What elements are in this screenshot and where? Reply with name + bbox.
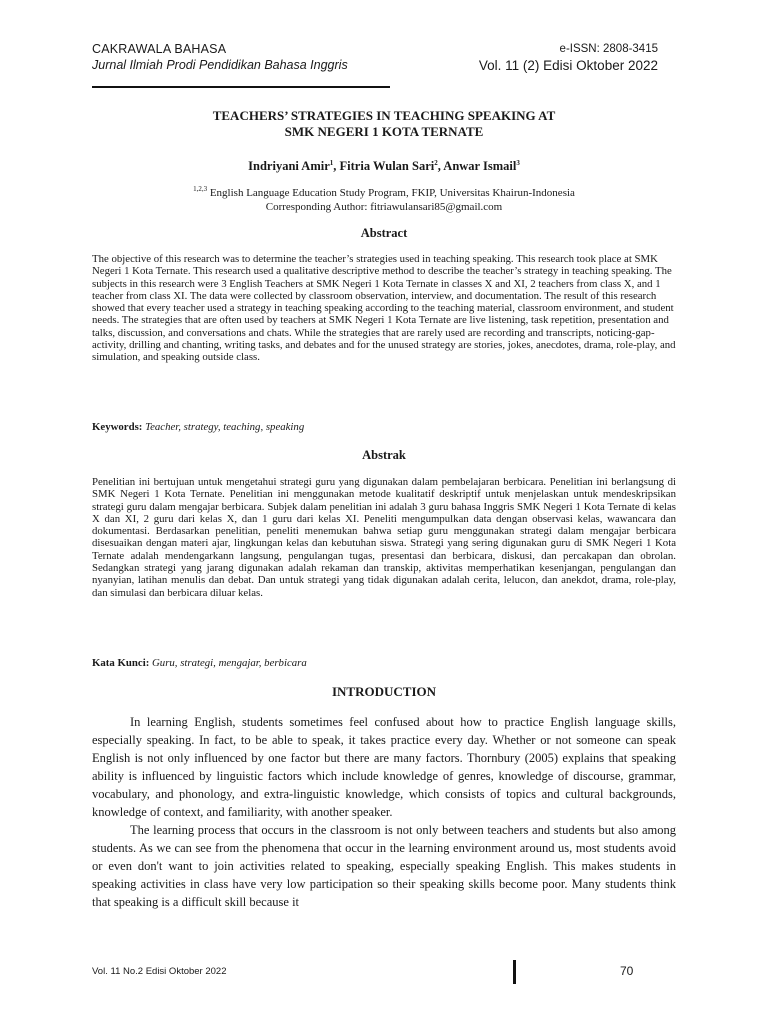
kata-kunci-line: [92, 657, 676, 669]
article-title: [92, 108, 676, 140]
author-sup: 3: [516, 159, 520, 167]
keywords-label: Keywords:: [92, 421, 143, 433]
kata-kunci: Guru, strategi, mengajar, berbicara: [149, 657, 307, 669]
journal-name: CAKRAWALA BAHASA: [92, 42, 227, 56]
eissn: e-ISSN: 2808-3415: [559, 43, 658, 55]
kata-kunci-label: Kata Kunci:: [92, 657, 150, 669]
header-rule: [92, 86, 390, 88]
footer-divider: [513, 960, 516, 984]
author-name: Anwar Ismail: [443, 159, 517, 173]
keywords-line: [92, 421, 676, 433]
author-sup: 1: [329, 159, 334, 167]
abstract-heading: Abstract: [360, 226, 408, 240]
affiliation-block: [92, 182, 676, 214]
journal-subtitle: Jurnal Ilmiah Prodi Pendidikan Bahasa Inggris: [92, 58, 348, 72]
introduction-body: [92, 713, 676, 911]
author-name: Fitria Wulan Sari: [339, 159, 435, 173]
keywords: Teacher, strategy, teaching, speaking: [142, 421, 305, 433]
abstrak-text: Penelitian ini bertujuan untuk mengetahui strategi guru yang digunakan dalam pembelajaran berbicara. Penelitian ini berlangsung di SMK Negeri 1 Kota Ternate. Penelitian ini menggunakan metode kualitatif deskriptif untuk menjelaskan untuk mendeskripsikan strategi guru dalam mengajar berbicara. Subjek dalam penelitian ini adalah 3 guru bahasa Inggris SMK Negeri 1 Kota Ternate di kelas X dan XI, 2 guru dari kelas X, dan 1 guru dari kelas XI. Peneliti mengumpulkan data dengan observasi kelas, wawancara dan dokumentasi. Berdasarkan penelitian, peneliti menemukan bahwa setiap guru menggunakan strategi dalam mengajar berbicara disesuaikan dengan materi ajar, lingkungan kelas dan kebutuhan siswa. Strategi yang sering digunakan guru di SMK Negeri 1 Kota Ternate adalah mendengarkann langsung, pengulangan tugas, presentasi dan berbicara, diskusi, dan percakapan dan obrolan. Sedangkan strategi yang jarang digunakan adalah rekaman dan transkip, aktivitas memperhatikan kesenjangan, pengulangan dan nyanyian, latihan menulis dan debat. Dan untuk strategi yang tidak digunakan adalah cerita, lelucon, dan anekdot, drama, role-play, dan simulasi dan berbicara diluar kelas.: [92, 476, 676, 599]
abstract-text: The objective of this research was to determine the teacher’s strategies used in teaching speaking. This research took place at SMK Negeri 1 Kota Ternate. This research used a qualitative descriptive method to describe the teacher’s strategy in teaching speaking. The subjects in this research were 3 English Teachers at SMK Negeri 1 Kota Ternate in classes X and XI, 2 teachers from class X, and 1 teacher from class XI. The data were collected by classroom observation, interview, and documentation. The result of this research showed that every teacher used a strategy in teaching speaking according to the teaching material, classroom environment, and student needs. The strategies that are often used by teachers at SMK Negeri 1 Kota Ternate are live listening, task repetition, presentation and talks, discussion, and conversations and chats. While the strategies that are rarely used are recording and transcripts, noticing-gap-activity, drilling and chanting, writing tasks, and debates and for the unused strategy are stories, jokes, anecdotes, drama, role-play, and simulation, and speaking outside class.: [92, 253, 676, 364]
introduction-heading: INTRODUCTION: [331, 684, 436, 699]
author-name: Indriyani Amir: [248, 159, 330, 173]
affiliation: English Language Education Study Program, FKIP, Universitas Khairun-Indonesia: [207, 187, 575, 199]
paragraph: In learning English, students sometimes feel confused about how to practice English language skills, especially speaking. In fact, to be able to speak, it takes practice every day. Whether or not someone can speak English is not only influenced by one factor but there are many factors. Thornbury (2005) explains that speaking ability is influenced by linguistic factors which include knowledge of genres, knowledge of discourse, grammar, vocabulary, and phonology, and extra-linguistic knowledge, which consists of topics and cultural backgrounds, knowledge of context, and familiarity, with another speaker.: [92, 715, 676, 819]
volume-info: Vol. 11 (2) Edisi Oktober 2022: [478, 58, 658, 73]
paragraph: The learning process that occurs in the classroom is not only between teachers and students but also among students. As we can see from the phenomena that occur in the learning environment around us, most students avoid or even don't want to join activities related to speaking, especially speaking English. This makes students in speaking activities in class have very low participation so their speaking skills become poor. Many students think that speaking is a difficult skill because it: [92, 823, 676, 909]
title-line-1: TEACHERS’ STRATEGIES IN TEACHING SPEAKING AT: [212, 108, 556, 123]
abstrak-heading: Abstrak: [362, 448, 406, 462]
corresponding-author: Corresponding Author: fitriawulansari85@gmail.com: [265, 201, 503, 213]
journal-header-right: [479, 42, 658, 74]
journal-header-left: [92, 42, 348, 73]
affiliation-sup: 1,2,3: [193, 185, 208, 193]
footer-issue: Vol. 11 No.2 Edisi Oktober 2022: [92, 966, 227, 977]
title-line-2: SMK NEGERI 1 KOTA TERNATE: [284, 124, 484, 139]
author-list: Indriyani Amir$^1$, Fitria Wulan Sari$^2$, Anwar Ismail$^3$: [248, 159, 520, 173]
page-number: 70: [620, 964, 634, 978]
author-sup: 2: [434, 159, 438, 167]
